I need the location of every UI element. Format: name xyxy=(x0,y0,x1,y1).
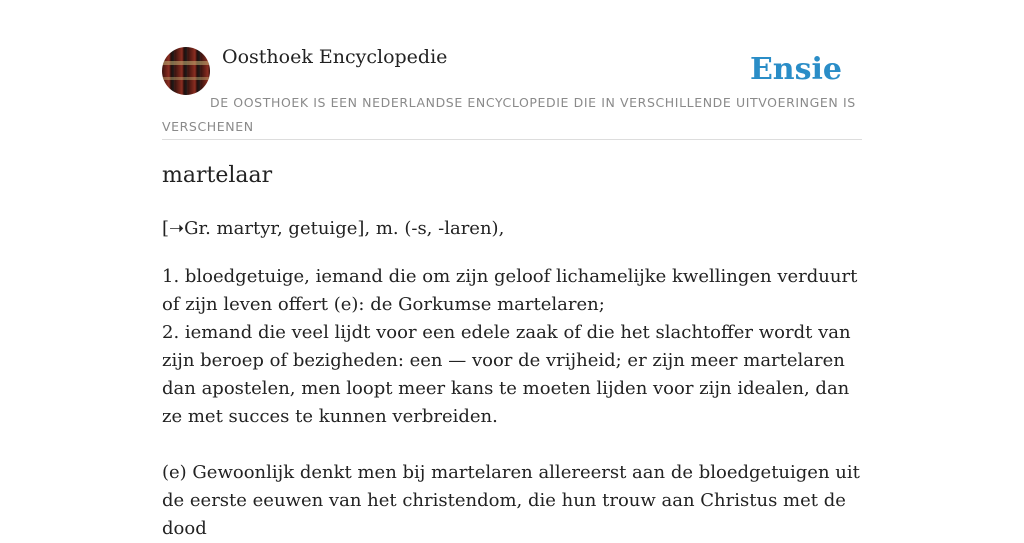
source-title[interactable]: Oosthoek Encyclopedie xyxy=(222,46,448,68)
entry-term: martelaar xyxy=(162,163,273,188)
source-avatar[interactable] xyxy=(162,47,210,95)
source-tagline: DE OOSTHOEK IS EEN NEDERLANDSE ENCYCLOPEDIE DIE IN VERSCHILLENDE UITVOERINGEN IS VERSCHENEN xyxy=(162,95,856,134)
entry-etymology: [➝Gr. martyr, getuige], m. (-s, -laren), xyxy=(162,218,505,239)
sense-2: 2. iemand die veel lijdt voor een edele zaak of die het slachtoffer wordt van zijn beroep of bezigheden: een — voor de vrijheid; er zijn meer martelaren dan apostelen, men loopt meer kans te moeten lijden voor zijn idealen, dan ze met succes te kunnen verbreiden. xyxy=(162,322,851,427)
header-divider xyxy=(162,139,862,140)
paragraph-gap xyxy=(162,431,862,459)
ensie-brand-logo[interactable]: Ensie xyxy=(749,52,842,87)
entry-note: (e) Gewoonlijk denkt men bij martelaren allereerst aan de bloedgetuigen uit de eerste eeuwen van het christendom, die hun trouw aan Christus met de dood xyxy=(162,462,860,539)
entry-definition xyxy=(162,263,862,543)
sense-1: 1. bloedgetuige, iemand die om zijn geloof lichamelijke kwellingen verduurt of zijn leven offert (e): de Gorkumse martelaren; xyxy=(162,266,858,315)
